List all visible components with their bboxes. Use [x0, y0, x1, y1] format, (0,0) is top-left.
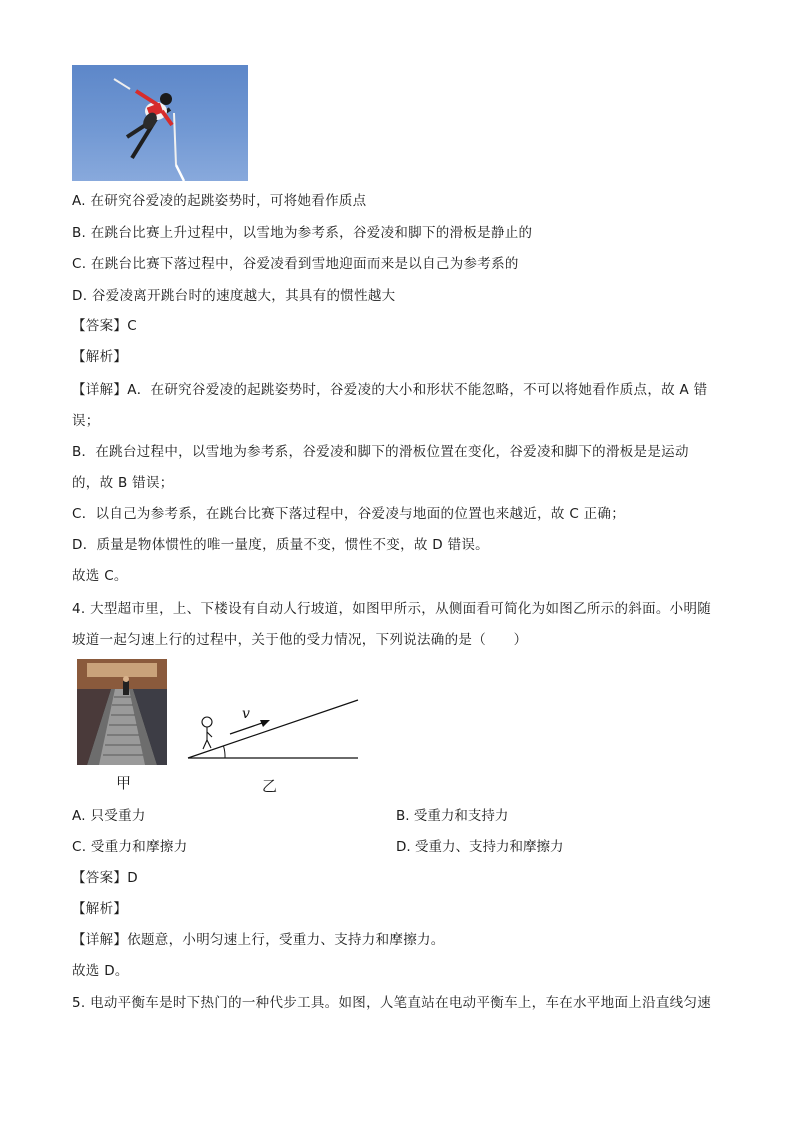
- angle-arc: [224, 746, 226, 758]
- q5-stem: 5. 电动平衡车是时下热门的一种代步工具。如图，人笔直站在电动平衡车上，车在水平地面上沿直线匀速: [72, 995, 712, 1011]
- q4-conclusion: 故选 D。: [72, 963, 129, 979]
- person-figure: [202, 717, 212, 749]
- velocity-arrowhead: [260, 720, 270, 727]
- q3-explanation-line: C．以自己为参考系，在跳台比赛下落过程中，谷爱凌与地面的位置也来越近，故 C 正确；: [72, 506, 626, 522]
- q3-option-d: D. 谷爱凌离开跳台时的速度越大，其具有的惯性越大: [72, 288, 396, 304]
- escalator-photo: [77, 659, 167, 765]
- q3-explanation-line: 的，故 B 错误；: [72, 475, 174, 491]
- velocity-label: v: [242, 706, 250, 722]
- q3-option-b: B. 在跳台比赛上升过程中，以雪地为参考系，谷爱凌和脚下的滑板是静止的: [72, 225, 533, 241]
- q3-answer: 【答案】C: [72, 318, 137, 334]
- figure-jia-caption: 甲: [116, 774, 132, 792]
- q3-explanation-line: 【详解】A．在研究谷爱凌的起跳姿势时，谷爱凌的大小和形状不能忽略，不可以将她看作质点，故 A 错: [72, 382, 708, 398]
- incline-diagram: [180, 690, 365, 770]
- q3-explanation-line: D．质量是物体惯性的唯一量度，质量不变，惯性不变，故 D 错误。: [72, 537, 489, 553]
- q3-option-c: C. 在跳台比赛下落过程中，谷爱凌看到雪地迎面而来是以自己为参考系的: [72, 256, 519, 272]
- q4-stem-line: 坡道一起匀速上行的过程中，关于他的受力情况，下列说法确的是（ ）: [72, 632, 528, 648]
- q3-explanation-line: B．在跳台过程中，以雪地为参考系，谷爱凌和脚下的滑板位置在变化，谷爱凌和脚下的滑板是是运动: [72, 444, 689, 460]
- q4-explanation: 【详解】依题意，小明匀速上行，受重力、支持力和摩擦力。: [72, 932, 445, 948]
- q4-option-b: B. 受重力和支持力: [396, 808, 509, 824]
- velocity-arrow: [230, 722, 265, 734]
- slope-line: [188, 700, 358, 758]
- q4-analysis-label: 【解析】: [72, 901, 128, 917]
- skier-photo: [72, 65, 248, 181]
- q4-option-a: A. 只受重力: [72, 808, 146, 824]
- figure-yi-caption: 乙: [262, 777, 278, 795]
- q4-option-d: D. 受重力、支持力和摩擦力: [396, 839, 564, 855]
- q3-conclusion: 故选 C。: [72, 568, 128, 584]
- escalator-illustration: [77, 659, 167, 765]
- skier-illustration: [72, 65, 248, 181]
- q3-analysis-label: 【解析】: [72, 349, 128, 365]
- q4-answer: 【答案】D: [72, 870, 138, 886]
- q3-option-a: A. 在研究谷爱凌的起跳姿势时，可将她看作质点: [72, 193, 367, 209]
- q4-stem-line: 4. 大型超市里，上、下楼设有自动人行坡道，如图甲所示，从侧面看可简化为如图乙所示的斜面。小明随: [72, 601, 712, 617]
- q3-explanation-line: 误；: [72, 413, 100, 429]
- q4-option-c: C. 受重力和摩擦力: [72, 839, 188, 855]
